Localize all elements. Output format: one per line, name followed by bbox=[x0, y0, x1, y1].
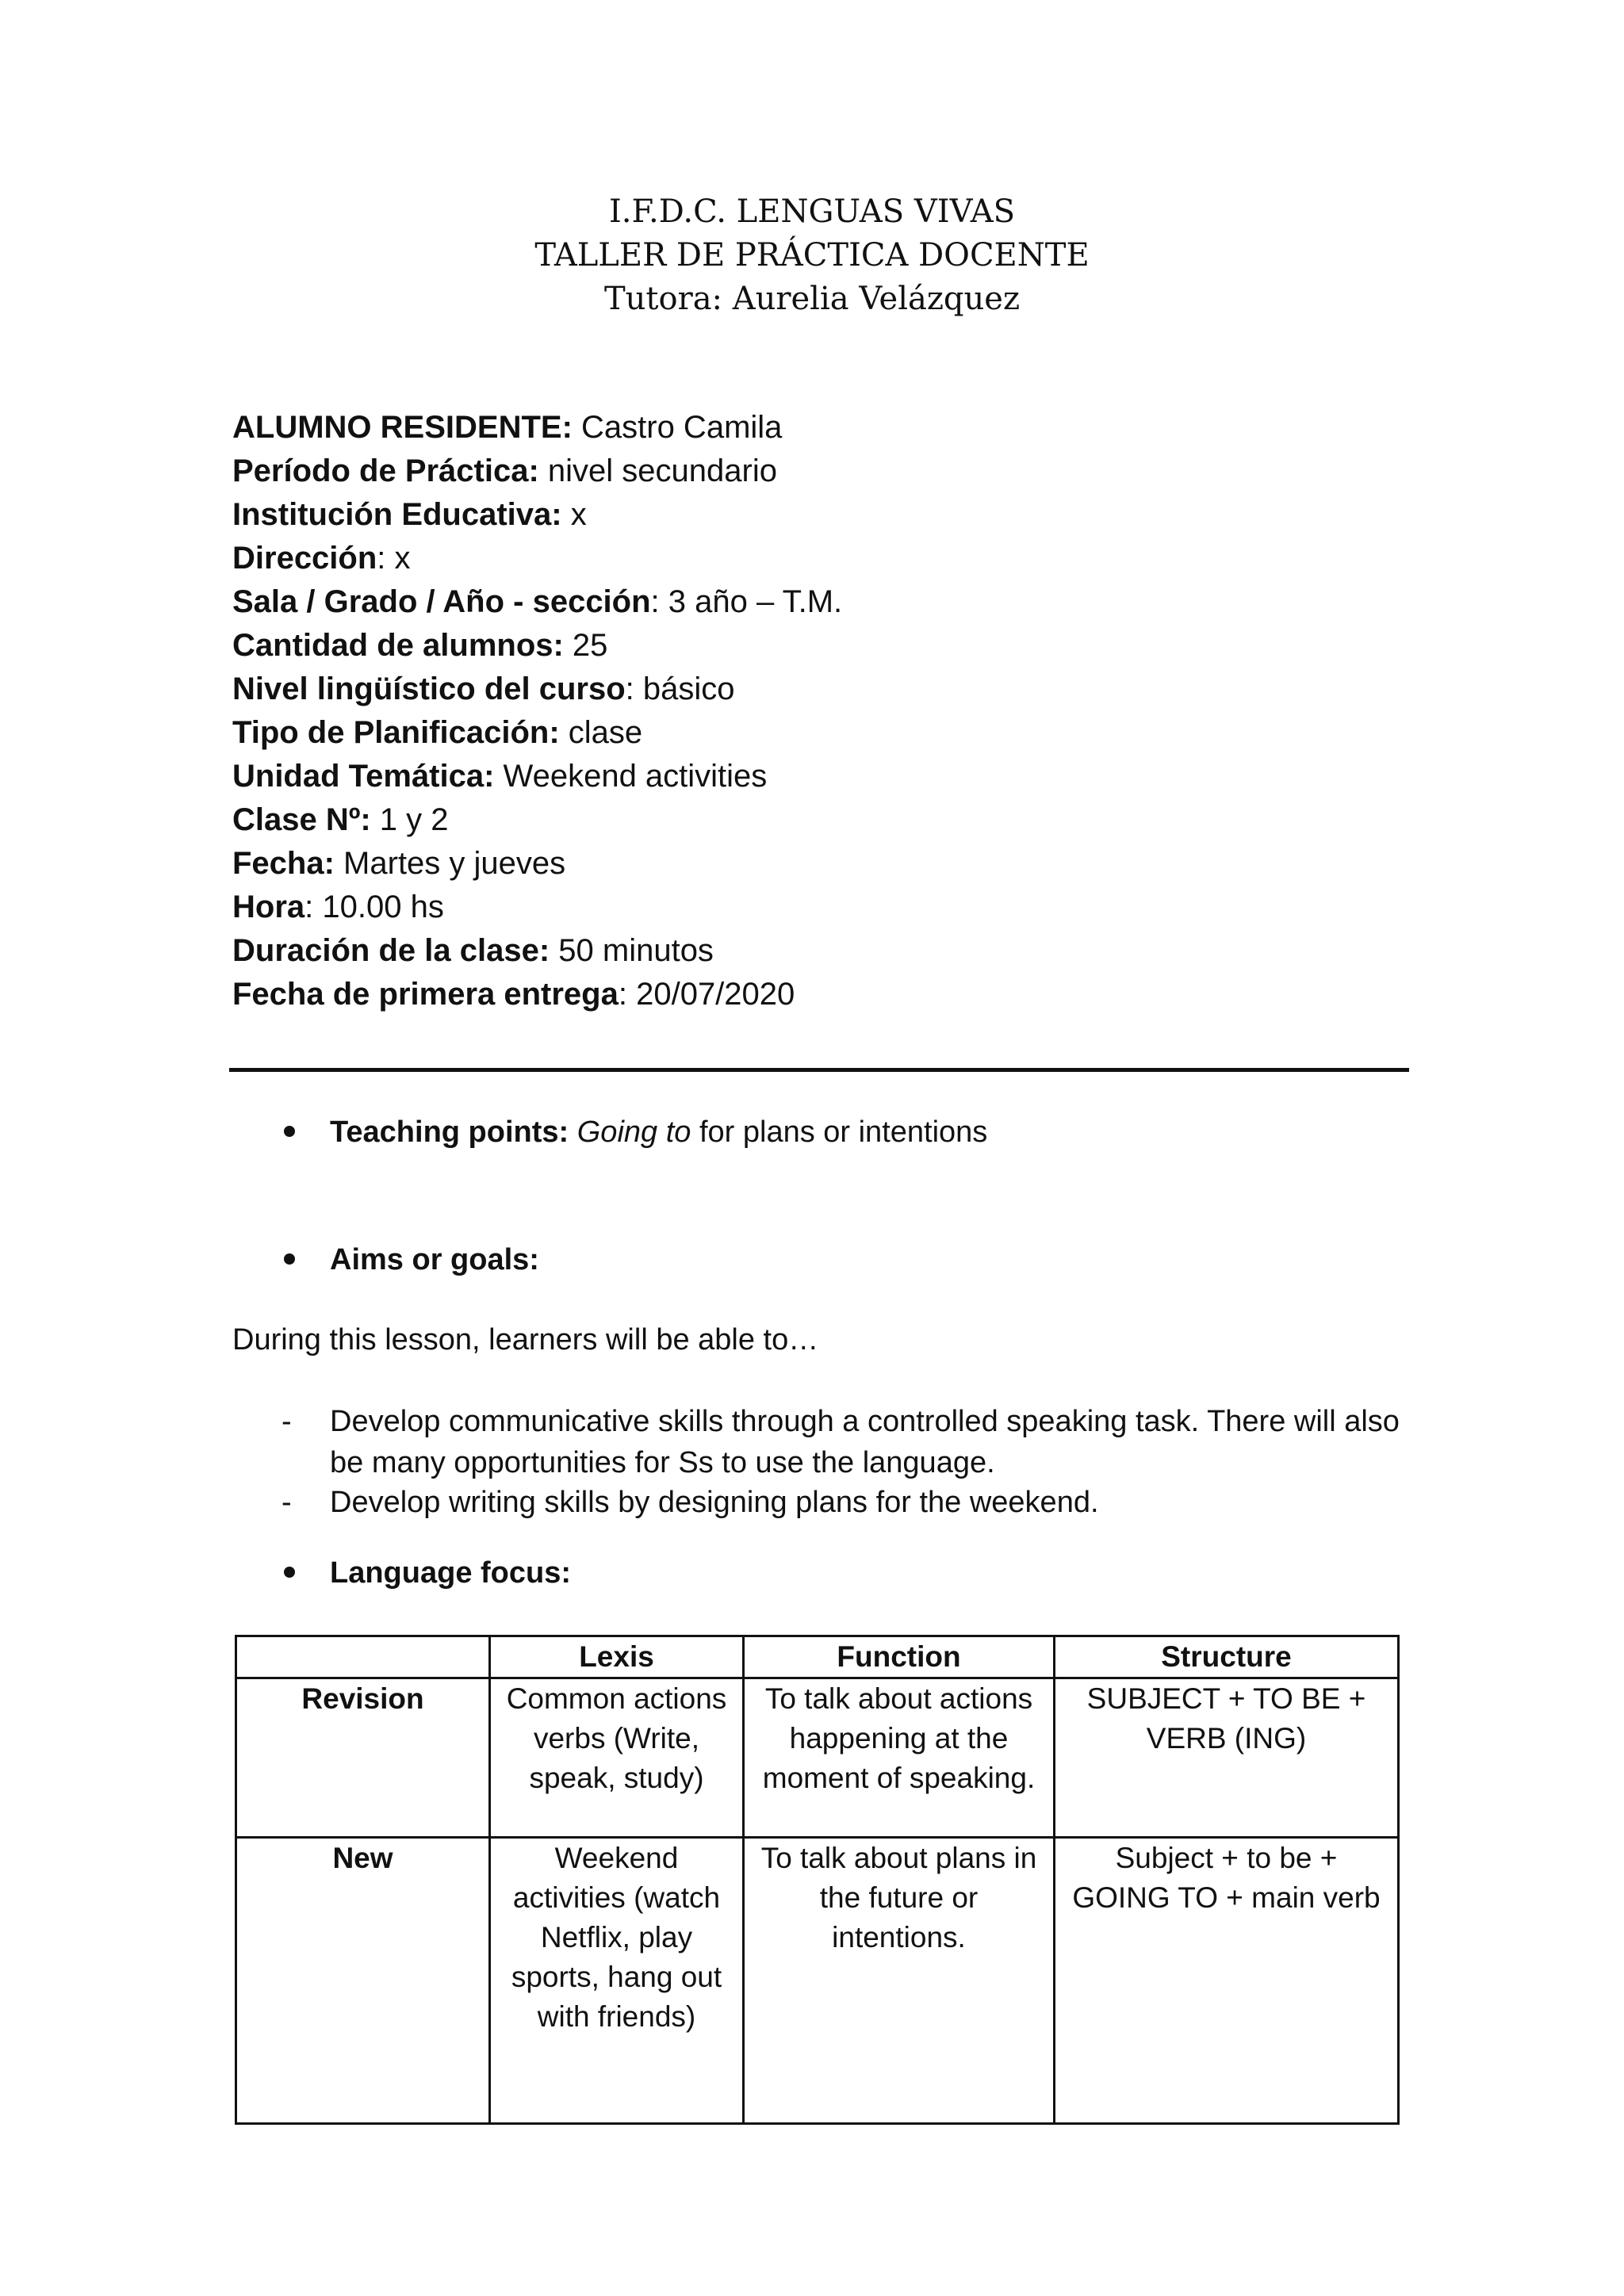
aim-text: Develop writing skills by designing plans for the weekend. bbox=[330, 1486, 1099, 1519]
info-block bbox=[232, 406, 1501, 1016]
table-row bbox=[236, 1838, 1399, 2124]
lexis-cell: Weekend activities (watch Netflix, play sports, hang out with friends) bbox=[490, 1838, 744, 2124]
bullet-dot-icon bbox=[284, 1126, 295, 1137]
info-label: Nivel lingüístico del curso bbox=[232, 672, 626, 706]
teaching-points-italic: Going to bbox=[576, 1115, 691, 1149]
info-label: ALUMNO RESIDENTE: bbox=[232, 410, 573, 445]
document-header bbox=[0, 190, 1624, 321]
info-label: Período de Práctica: bbox=[232, 453, 539, 488]
table-header-cell: Lexis bbox=[490, 1636, 744, 1678]
info-label: Institución Educativa: bbox=[232, 497, 562, 532]
bullet-dot-icon bbox=[284, 1253, 295, 1265]
info-value: : 10.00 hs bbox=[304, 890, 444, 924]
info-row bbox=[232, 755, 1501, 798]
row-label: Revision bbox=[236, 1678, 490, 1838]
info-row bbox=[232, 798, 1501, 842]
info-value: clase bbox=[559, 715, 643, 750]
info-label: Tipo de Planificación: bbox=[232, 715, 560, 750]
info-row bbox=[232, 886, 1501, 929]
teaching-points-rest: for plans or intentions bbox=[691, 1115, 988, 1149]
info-value: 50 minutos bbox=[550, 933, 714, 968]
table-row bbox=[236, 1678, 1399, 1838]
info-value: nivel secundario bbox=[538, 453, 777, 488]
info-value: : x bbox=[377, 541, 411, 576]
function-cell: To talk about plans in the future or intentions. bbox=[744, 1838, 1055, 2124]
info-label: Unidad Temática: bbox=[232, 759, 495, 794]
aims-intro: During this lesson, learners will be able to… bbox=[232, 1323, 819, 1357]
info-label: Dirección bbox=[232, 541, 377, 576]
structure-cell: Subject + to be + GOING TO + main verb bbox=[1055, 1838, 1399, 2124]
info-label: Cantidad de alumnos: bbox=[232, 628, 564, 663]
info-label: Fecha de primera entrega bbox=[232, 977, 619, 1012]
info-value: : 3 año – T.M. bbox=[650, 584, 843, 619]
language-focus-label: Language focus: bbox=[330, 1556, 572, 1590]
table-header-cell: Structure bbox=[1055, 1636, 1399, 1678]
structure-cell: SUBJECT + TO BE + VERB (ING) bbox=[1055, 1678, 1399, 1838]
institution-title: I.F.D.C. LENGUAS VIVAS bbox=[608, 193, 1016, 230]
aim-text: Develop communicative skills through a controlled speaking task. There will also be many opportunities for Ss to use the language. bbox=[330, 1405, 1400, 1479]
table-header-cell bbox=[236, 1636, 490, 1678]
bullet-dot-icon bbox=[284, 1567, 295, 1578]
info-label: Hora bbox=[232, 890, 305, 924]
row-label: New bbox=[236, 1838, 490, 2124]
function-cell: To talk about actions happening at the moment of speaking. bbox=[744, 1678, 1055, 1838]
section-divider bbox=[229, 1068, 1409, 1072]
dash-marker: - bbox=[282, 1486, 292, 1519]
info-label: Clase Nº: bbox=[232, 802, 371, 837]
info-value: x bbox=[561, 497, 587, 532]
info-value: 25 bbox=[563, 628, 608, 663]
dash-marker: - bbox=[282, 1405, 292, 1438]
table-header-row bbox=[236, 1636, 1399, 1678]
info-value: Martes y jueves bbox=[334, 846, 566, 881]
info-value: Weekend activities bbox=[494, 759, 768, 794]
info-value: 1 y 2 bbox=[370, 802, 449, 837]
info-row bbox=[232, 624, 1501, 668]
table-header-cell: Function bbox=[744, 1636, 1055, 1678]
language-focus-table bbox=[235, 1635, 1400, 2125]
info-label: Sala / Grado / Año - sección bbox=[232, 584, 651, 619]
course-title: TALLER DE PRÁCTICA DOCENTE bbox=[534, 237, 1090, 274]
info-label: Fecha: bbox=[232, 846, 335, 881]
info-value: Castro Camila bbox=[572, 410, 783, 445]
info-row bbox=[232, 537, 1501, 580]
info-row bbox=[232, 580, 1501, 624]
info-row bbox=[232, 711, 1501, 755]
teaching-points-label: Teaching points: bbox=[330, 1115, 569, 1149]
info-value: : 20/07/2020 bbox=[618, 977, 795, 1012]
info-value: : básico bbox=[625, 672, 735, 706]
info-row bbox=[232, 929, 1501, 973]
info-row bbox=[232, 973, 1501, 1016]
aims-label: Aims or goals: bbox=[330, 1243, 539, 1276]
info-row bbox=[232, 493, 1501, 537]
teaching-points-text bbox=[330, 1112, 987, 1153]
info-label: Duración de la clase: bbox=[232, 933, 550, 968]
info-row bbox=[232, 668, 1501, 711]
lexis-cell: Common actions verbs (Write, speak, study) bbox=[490, 1678, 744, 1838]
info-row bbox=[232, 450, 1501, 493]
info-row bbox=[232, 842, 1501, 886]
info-row bbox=[232, 406, 1501, 450]
tutor-line: Tutora: Aurelia Velázquez bbox=[603, 281, 1021, 317]
